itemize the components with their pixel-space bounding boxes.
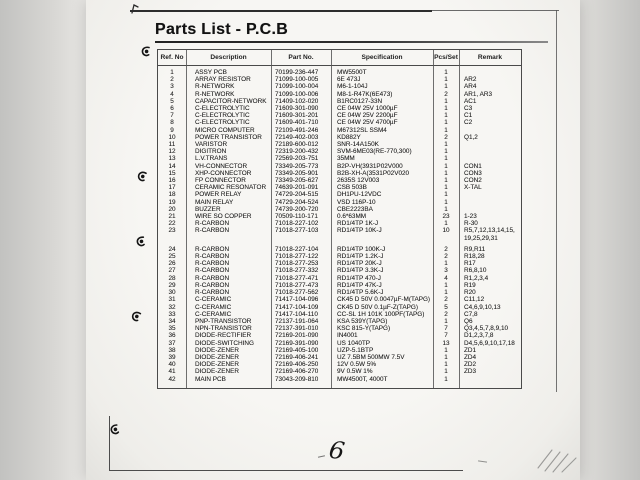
cell: 1: [444, 97, 448, 105]
table-row: [158, 376, 521, 383]
column-header: Ref. No: [160, 54, 184, 61]
cell: 2: [444, 133, 448, 141]
cell: RD1/4TP 100K-J: [337, 245, 386, 253]
cell: 72169-406-270: [275, 368, 319, 376]
cell: UZ 7.5BM 500MW 7.5V: [337, 353, 405, 361]
table-row: [158, 83, 521, 90]
handwritten-page-number: 6: [327, 435, 347, 466]
cell: VARISTOR: [195, 141, 228, 149]
table-row: [158, 311, 521, 318]
cell: 1: [444, 119, 448, 127]
cell-remark: [459, 376, 521, 383]
cell: 72169-391-090: [275, 339, 319, 347]
cell: WIRE SO COPPER: [195, 213, 252, 221]
table-row: [158, 191, 521, 198]
table-header-row: [158, 50, 521, 66]
cell: 13: [442, 339, 450, 347]
cell: 72319-200-432: [275, 148, 319, 156]
cell: XHP-CONNECTOR: [195, 169, 252, 177]
cell: 2: [444, 245, 448, 253]
cell: R-CARBON: [195, 274, 230, 282]
cell: 72169-406-250: [275, 361, 319, 369]
cell: 16: [168, 177, 176, 185]
cell: R-NETWORK: [195, 90, 235, 98]
cell-remark: AR4: [464, 83, 477, 91]
cell: 37: [168, 339, 176, 347]
cell: 21: [168, 213, 176, 221]
cell: R-CARBON: [195, 260, 230, 268]
table-row: [158, 296, 521, 303]
table-row: [158, 246, 521, 253]
table-row: [158, 332, 521, 339]
cell: 2: [444, 310, 448, 318]
cell: CE 04W 25V 1000µF: [337, 105, 398, 113]
cell: 2: [170, 76, 174, 84]
top-border-line: [130, 10, 432, 12]
cell: 32: [168, 303, 176, 311]
table-row: [158, 163, 521, 170]
cell-remark: R17: [464, 260, 476, 268]
cell: CBE2223BA: [337, 205, 373, 213]
cell: DIODE-ZENER: [195, 368, 240, 376]
cell-remark: D4,5,6,9,10,17,18: [464, 339, 515, 347]
cell: VSD 116P-10: [337, 198, 376, 206]
cell: 72109-491-246: [275, 126, 319, 134]
cell: 15: [168, 169, 176, 177]
cell: MAIN PCB: [195, 375, 226, 383]
cell: KD882Y: [337, 133, 361, 141]
cell: 1: [444, 281, 448, 289]
cell: C-ELECTROLYTIC: [195, 112, 250, 120]
cell: 14: [168, 162, 176, 170]
cell: DH1PU-12VDC: [337, 191, 382, 199]
cell: FP CONNECTOR: [195, 177, 246, 185]
cell: 23: [442, 213, 450, 221]
cell: CSB 503B: [337, 184, 367, 192]
column-header: Remark: [477, 54, 503, 61]
cell: MW4500T, 4000T: [337, 375, 388, 383]
cell: 1: [444, 155, 448, 163]
cell: 2: [444, 253, 448, 261]
cell: 30: [168, 289, 176, 297]
cell: 73349-205-901: [275, 169, 319, 177]
cell-remark: AR1, AR3: [464, 90, 493, 98]
cell: 10: [168, 133, 176, 141]
cell: NPN-TRANSISTOR: [195, 325, 252, 333]
cell: RD1/4TP 20K-J: [337, 260, 382, 268]
cell-remark: ZD3: [464, 368, 477, 376]
cell: 71018-227-102: [275, 220, 319, 228]
cell: 1: [444, 368, 448, 376]
cell: RD1/4TP 5.6K-J: [337, 289, 384, 297]
cell: 38: [168, 346, 176, 354]
cell-remark: R19: [464, 281, 476, 289]
cell: 23: [168, 227, 176, 235]
cell-remark: R-30: [464, 220, 478, 228]
cell-remark: ZD4: [464, 353, 477, 361]
cell: US 1040TP: [337, 339, 371, 347]
cell: 41: [168, 368, 176, 376]
table-row: [158, 127, 521, 134]
cell: 36: [168, 332, 176, 340]
cell: R-CARBON: [195, 267, 230, 275]
cell-remark: [459, 148, 521, 155]
cell: 5: [170, 97, 174, 105]
cell: 72137-191-064: [275, 317, 319, 325]
column-header: Part No.: [288, 54, 314, 61]
corner-tick-icon: [130, 3, 140, 14]
table-row: [158, 91, 521, 98]
cell: RD1/4TP 470-J: [337, 274, 381, 282]
cell: POWER TRANSISTOR: [195, 133, 262, 141]
table-row: [158, 347, 521, 354]
cell: 12V 0.5W 5%: [337, 361, 377, 369]
margin-smudge-icon: [141, 46, 152, 58]
cell: 33: [168, 310, 176, 318]
table-row: [158, 119, 521, 126]
cell-remark: C1: [464, 112, 473, 120]
cell: 73349-205-773: [275, 162, 319, 170]
cell: C-CERAMIC: [195, 303, 232, 311]
cell-remark: CON1: [464, 162, 482, 170]
cell: 71417-104-110: [275, 310, 318, 318]
cell: 71018-277-471: [275, 274, 319, 282]
cell-remark: Q3,4,5,7,8,9,10: [464, 325, 509, 333]
table-row: [158, 170, 521, 177]
cell: 4: [170, 90, 174, 98]
cell-remark: Q1,2: [464, 133, 478, 141]
cell: R-NETWORK: [195, 83, 235, 91]
cell-remark: CON3: [464, 169, 482, 177]
cell: 1: [444, 169, 448, 177]
cell-remark: Q6: [464, 317, 473, 325]
cell: DIODE-ZENER: [195, 346, 240, 354]
cell: 35: [168, 325, 176, 333]
column-header: Pcs/Set: [434, 54, 458, 61]
cell: R-CARBON: [195, 289, 230, 297]
cell: 42: [168, 375, 176, 383]
cell: PNP-TRANSISTOR: [195, 317, 252, 325]
cell: 2: [444, 296, 448, 304]
cell: 1: [444, 375, 448, 383]
cell-remark: [459, 199, 521, 206]
cell: RD1/4TP 3.3K-J: [337, 267, 384, 275]
cell: 71099-100-005: [275, 76, 319, 84]
parts-table: [157, 49, 522, 389]
cell: 1: [444, 126, 448, 134]
cell-remark: D1,2,3,7,8: [464, 332, 494, 340]
cell: 1: [444, 353, 448, 361]
cell: RD1/4TP 10K-J: [337, 227, 382, 235]
cell-remark: C7,8: [464, 310, 478, 318]
cell-remark: C4,6,9,10,13: [464, 303, 501, 311]
table-row: [158, 275, 521, 282]
cell: 1: [444, 177, 448, 185]
table-body: [158, 66, 521, 388]
cell-remark: [459, 141, 521, 148]
cell: 71099-100-004: [275, 83, 319, 91]
cell: M67312SL SSM4: [337, 126, 387, 134]
cell: B2P-VH(3931P02V000: [337, 162, 403, 170]
cell: 71018-277-562: [275, 289, 319, 297]
cell: 11: [168, 141, 176, 149]
pencil-scribble-icon: [536, 444, 580, 474]
cell: 25: [168, 253, 176, 261]
cell: DIODE-SWITCHING: [195, 339, 254, 347]
cell: 9V 0.5W 1%: [337, 368, 373, 376]
cell-remark: R6,8,10: [464, 267, 487, 275]
cell: KSA 539Y(TAPG): [337, 317, 388, 325]
cell: 27: [168, 267, 176, 275]
cell: 71018-277-122: [275, 253, 319, 261]
cell: CE 04W 25V 4700µF: [337, 119, 398, 127]
table-row: [158, 340, 521, 347]
cell: 40: [168, 361, 176, 369]
table-row: [158, 98, 521, 105]
cell: 22: [168, 220, 176, 228]
cell: 1: [444, 105, 448, 113]
cell: 26: [168, 260, 176, 268]
cell: 1: [444, 83, 448, 91]
cell: 74639-201-091: [275, 184, 319, 192]
cell: 1: [444, 260, 448, 268]
cell: 6E 473J: [337, 76, 361, 84]
cell-remark: CON2: [464, 177, 482, 185]
cell: 72169-406-241: [275, 353, 319, 361]
cell: 7: [444, 332, 448, 340]
cell: 1: [444, 289, 448, 297]
cell: R-CARBON: [195, 227, 230, 235]
cell-remark: X-TAL: [464, 184, 482, 192]
cell: 24: [168, 245, 176, 253]
cell: 8: [170, 119, 174, 127]
cell: ARRAY RESISTOR: [195, 76, 251, 84]
cell-remark: AR2: [464, 76, 477, 84]
cell: RD1/4TP 1K-J: [337, 220, 379, 228]
cell: 74739-200-720: [275, 205, 319, 213]
cell: UZP-5.1BTP: [337, 346, 374, 354]
cell: 3: [170, 83, 174, 91]
cell: 17: [168, 184, 176, 192]
cell: 71018-277-332: [275, 267, 319, 275]
cell: 72189-600-012: [275, 141, 319, 149]
cell: 1: [444, 205, 448, 213]
table-row: [158, 267, 521, 274]
cell-remark: R20: [464, 289, 476, 297]
cell-remark: [459, 191, 521, 198]
cell: 71018-227-104: [275, 245, 319, 253]
title-underline: [155, 41, 548, 43]
cell: C-CERAMIC: [195, 296, 232, 304]
cell: DIODE-RECTIFIER: [195, 332, 252, 340]
cell: 73043-209-810: [275, 375, 319, 383]
cell: 70199-236-447: [275, 69, 319, 76]
cell: 71609-301-201: [275, 112, 319, 120]
cell: 1: [444, 184, 448, 192]
cell-remark: ZD2: [464, 361, 477, 369]
cell: 71409-102-020: [275, 97, 319, 105]
cell: 1: [444, 141, 448, 149]
cell: 1: [444, 148, 448, 156]
cell: C-CERAMIC: [195, 310, 232, 318]
cell: 70509-110-171: [275, 213, 318, 221]
cell: IN4001: [337, 332, 358, 340]
cell: R-CARBON: [195, 220, 230, 228]
cell: 4: [444, 274, 448, 282]
cell: 31: [168, 296, 176, 304]
table-row: [158, 227, 521, 241]
cell-remark: C2: [464, 119, 473, 127]
table-row: [158, 304, 521, 311]
cell: 35MM: [337, 155, 355, 163]
table-row: [158, 368, 521, 375]
cell-remark: R5,7,12,13,14,15, 19,25,29,31: [464, 227, 515, 242]
cell: SVM-6ME03(RE-770,300): [337, 148, 412, 156]
cell: 71609-301-090: [275, 105, 319, 113]
cell: CC-SL 1H 101K 100PF(TAPG): [337, 310, 425, 318]
cell-remark: [459, 127, 521, 134]
cell: 1: [444, 317, 448, 325]
cell: R-CARBON: [195, 281, 230, 289]
cell: 1: [444, 191, 448, 199]
cell: DIODE-ZENER: [195, 361, 240, 369]
cell: 1: [444, 198, 448, 206]
cell: 71099-100-006: [275, 90, 319, 98]
cell: CK45 D 50V 0.0047µF-M(TAPG): [337, 296, 431, 304]
cell: 72569-203-751: [275, 155, 319, 163]
margin-smudge-icon: [135, 235, 148, 248]
cell: 12: [168, 148, 176, 156]
cell: MW5500T: [337, 69, 367, 76]
cell: 18: [168, 191, 176, 199]
cell: M8-1-R47K(6E473): [337, 90, 393, 98]
top-border-line-faint: [432, 10, 559, 11]
cell: 1: [170, 69, 174, 76]
cell-remark: [459, 206, 521, 213]
cell: 7: [444, 325, 448, 333]
cell: 7: [170, 112, 174, 120]
cell-remark: R9,R11: [464, 245, 486, 253]
cell: MAIN RELAY: [195, 198, 234, 206]
cell: 19: [168, 198, 176, 206]
cell: 72149-402-003: [275, 133, 319, 141]
cell: CERAMIC RESONATOR: [195, 184, 267, 192]
cell: C-ELECTROLYTIC: [195, 105, 250, 113]
cell: BUZZER: [195, 205, 221, 213]
cell: 34: [168, 317, 176, 325]
cell: 9: [170, 126, 174, 134]
cell: 1: [444, 69, 448, 76]
cell: 29: [168, 281, 176, 289]
table-row: [158, 282, 521, 289]
table-row: [158, 199, 521, 206]
cell: RD1/4TP 1.2K-J: [337, 253, 384, 261]
cell: 71018-277-103: [275, 227, 319, 235]
cell: 71417-104-096: [275, 296, 319, 304]
cell: 1: [444, 162, 448, 170]
cell: RD1/4TP 47K-J: [337, 281, 382, 289]
cell: 72169-405-100: [275, 346, 319, 354]
cell: MICRO COMPUTER: [195, 126, 255, 134]
page-title: Parts List - P.C.B: [155, 21, 289, 38]
cell: 74729-204-524: [275, 198, 319, 206]
cell: ASSY PCB: [195, 69, 227, 76]
cell: 1: [444, 112, 448, 120]
cell-remark: C3: [464, 105, 473, 113]
cell: 1: [444, 346, 448, 354]
table-row: [158, 134, 521, 141]
cell: 20: [168, 205, 176, 213]
cell: 0.6*63MM: [337, 213, 367, 221]
cell: 10: [442, 227, 450, 235]
cell-remark: R18,28: [464, 253, 485, 261]
right-border-line: [556, 10, 557, 392]
cell: CAPACITOR-NETWORK: [195, 97, 267, 105]
table-row: [158, 155, 521, 162]
cell: 2: [444, 90, 448, 98]
cell: 72169-201-090: [275, 332, 319, 340]
cell-remark: C11,12: [464, 296, 485, 304]
cell: 71609-401-710: [275, 119, 319, 127]
cell: 72137-391-010: [275, 325, 319, 333]
cell: POWER RELAY: [195, 191, 242, 199]
cell: 1: [444, 361, 448, 369]
cell: 1: [444, 220, 448, 228]
cell: B1RC0127-33N: [337, 97, 383, 105]
cell-remark: ZD1: [464, 346, 477, 354]
cell: 71018-277-253: [275, 260, 319, 268]
table-row: [158, 206, 521, 213]
cell: 3: [444, 267, 448, 275]
cell: CK45 D 50V 0.1µF-Z(TAPG): [337, 303, 418, 311]
cell: 71018-277-473: [275, 281, 319, 289]
bottom-border-line: [109, 470, 463, 471]
cell: 13: [168, 155, 176, 163]
cell: SNR-14A150K: [337, 141, 379, 149]
cell: 73349-205-627: [275, 177, 319, 185]
cell: 74729-204-515: [275, 191, 319, 199]
cell: 39: [168, 353, 176, 361]
cell-remark: AC1: [464, 97, 477, 105]
cell: 28: [168, 274, 176, 282]
cell: R-CARBON: [195, 253, 230, 261]
cell-remark: [459, 155, 521, 162]
cell: R-CARBON: [195, 245, 230, 253]
cell-remark: R1,2,3,4: [464, 274, 489, 282]
cell: M6-1-104J: [337, 83, 368, 91]
cell: CE 04W 25V 2200µF: [337, 112, 398, 120]
cell-remark: 1-23: [464, 213, 477, 221]
cell: KSC 815-Y(TAPG): [337, 325, 391, 333]
cell: DIGITRON: [195, 148, 227, 156]
cell: VH-CONNECTOR: [195, 162, 248, 170]
cell: 71417-104-109: [275, 303, 319, 311]
cell: 5: [444, 303, 448, 311]
cell: C-ELECTROLYTIC: [195, 119, 250, 127]
cell: B2B-XH-A(3531P02V020: [337, 169, 410, 177]
cell: 1: [444, 76, 448, 84]
cell: DIODE-ZENER: [195, 353, 240, 361]
column-header: Specification: [361, 54, 403, 61]
cell: L.V.TRANS: [195, 155, 228, 163]
cell: 2635S 12V003: [337, 177, 380, 185]
column-header: Description: [210, 54, 247, 61]
cell: 6: [170, 105, 174, 113]
